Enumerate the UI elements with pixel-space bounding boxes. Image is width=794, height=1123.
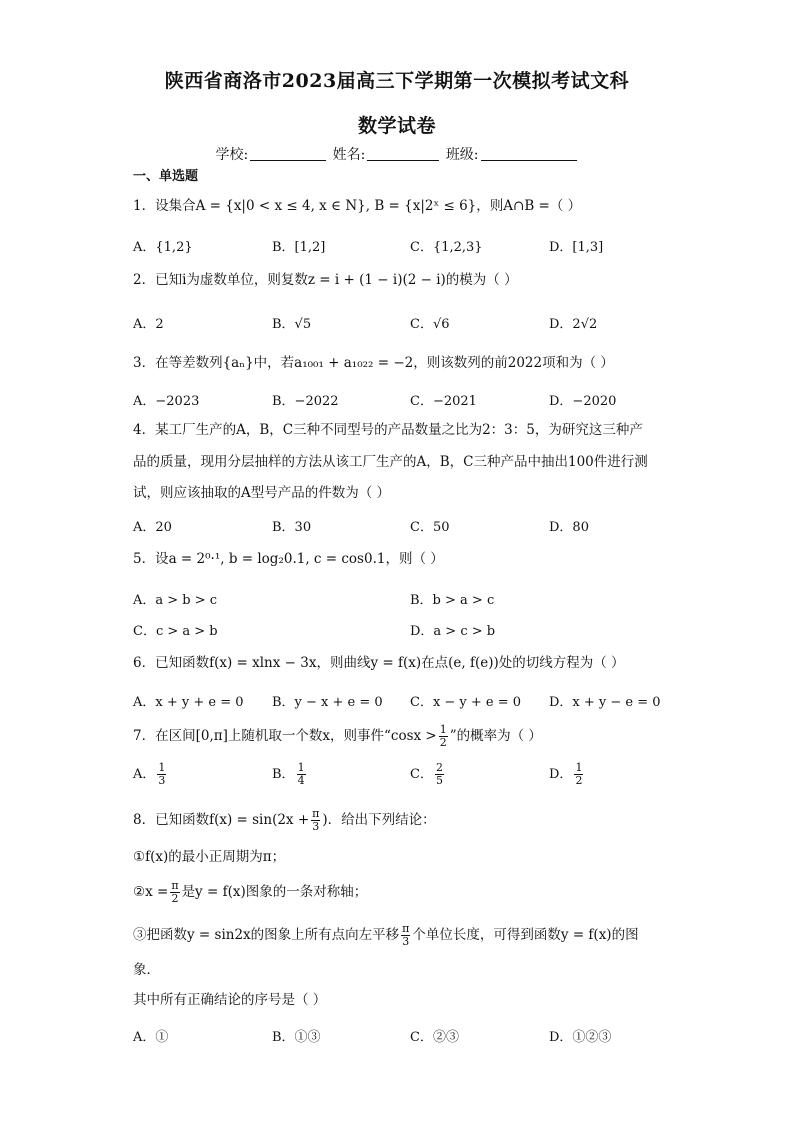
q7-stem-fraction bbox=[439, 724, 448, 749]
q7-d-label: D． bbox=[549, 767, 573, 782]
q8-stem-fraction bbox=[311, 808, 320, 833]
q8-statement-3 bbox=[133, 923, 639, 948]
q8-option-a: A．① bbox=[133, 1030, 169, 1045]
q7-a-label: A． bbox=[133, 767, 156, 782]
question-7-stem bbox=[133, 724, 542, 749]
q4-option-a: A．20 bbox=[133, 520, 172, 535]
q1-option-b: B．[1,2] bbox=[272, 240, 326, 255]
q7-option-d bbox=[549, 762, 585, 787]
q7-frac-num: 1 bbox=[439, 723, 447, 736]
question-6-stem: 6．已知函数f(x) = xlnx − 3x，则曲线y = f(x)在点(e, f(e))处的切线方程为（ ） bbox=[133, 655, 625, 671]
class-blank bbox=[481, 146, 577, 161]
q5-option-b: B．b > a > c bbox=[410, 593, 495, 608]
q7-c-label: C． bbox=[410, 767, 433, 782]
question-4-stem-line1: 4．某工厂生产的A，B，C三种不同型号的产品数量之比为2：3：5，为研究这三种产 bbox=[133, 422, 643, 438]
q8-option-c: C．②③ bbox=[410, 1030, 459, 1045]
q8-s2-den: 2 bbox=[171, 892, 179, 905]
question-3-stem: 3．在等差数列{aₙ}中，若a₁₀₀₁ + a₁₀₂₂ = −2，则该数列的前2022项和为（ ） bbox=[133, 355, 614, 371]
q8-s2-post: 是y = f(x)图象的一条对称轴； bbox=[181, 884, 368, 900]
q8-statement-3-cont: 象． bbox=[133, 962, 160, 978]
q8-s3-post: 个单位长度，可得到函数y = f(x)的图 bbox=[412, 927, 639, 943]
q8-s2-pre: ②x = bbox=[133, 884, 169, 900]
q2-option-c: C．√6 bbox=[410, 317, 450, 332]
q1-option-d: D．[1,3] bbox=[549, 240, 604, 255]
q3-option-d: D．−2020 bbox=[549, 394, 617, 409]
question-2-stem: 2．已知i为虚数单位，则复数z = i + (1 − i)(2 − i)的模为（ ） bbox=[133, 272, 518, 288]
q8-frac-den: 3 bbox=[312, 820, 320, 833]
q7-c-num: 2 bbox=[435, 761, 443, 774]
q6-option-d: D．x + y − e = 0 bbox=[549, 695, 661, 710]
q7-b-den: 4 bbox=[297, 774, 305, 787]
q7-a-num: 1 bbox=[158, 761, 166, 774]
q7-a-den: 3 bbox=[158, 774, 166, 787]
q2-option-a: A．2 bbox=[133, 317, 164, 332]
q2-option-d: D．2√2 bbox=[549, 317, 598, 332]
q4-option-b: B．30 bbox=[272, 520, 312, 535]
question-5-stem: 5．设a = 2⁰·¹, b = log₂0.1, c = cos0.1，则（ ） bbox=[133, 551, 444, 567]
q7-option-a bbox=[133, 762, 168, 787]
q8-s2-num: π bbox=[171, 879, 179, 892]
q8-s3-pre: ③把函数y = sin2x的图象上所有点向左平移 bbox=[133, 927, 400, 943]
q8-prompt: 其中所有正确结论的序号是（ ） bbox=[133, 992, 327, 1008]
q1-option-c: C．{1,2,3} bbox=[410, 240, 483, 255]
q7-d-num: 1 bbox=[575, 761, 583, 774]
q3-option-b: B．−2022 bbox=[272, 394, 339, 409]
q1-option-a: A．{1,2} bbox=[133, 240, 193, 255]
q8-stem-pre: 8．已知函数f(x) = sin(2x + bbox=[133, 812, 310, 828]
exam-title-line1: 陕西省商洛市2023届高三下学期第一次模拟考试文科 bbox=[164, 70, 630, 92]
q7-d-den: 2 bbox=[575, 774, 583, 787]
q6-option-c: C．x − y + e = 0 bbox=[410, 695, 522, 710]
q5-option-d: D．a > c > b bbox=[410, 624, 496, 639]
q8-stem-post: )．给出下列结论： bbox=[322, 812, 436, 828]
student-info-line bbox=[0, 144, 794, 164]
class-label: 班级: bbox=[445, 147, 479, 163]
q7-frac-den: 2 bbox=[439, 736, 447, 749]
q7-c-den: 5 bbox=[435, 774, 443, 787]
q8-s3-num: π bbox=[402, 922, 410, 935]
q6-option-b: B．y − x + e = 0 bbox=[272, 695, 383, 710]
section-heading: 一、单选题 bbox=[133, 169, 199, 184]
question-4-stem-line3: 试，则应该抽取的A型号产品的件数为（ ） bbox=[133, 485, 391, 501]
school-label: 学校: bbox=[215, 147, 249, 163]
q7-stem-pre: 7．在区间[0,π]上随机取一个数x，则事件“cosx > bbox=[133, 728, 437, 744]
q7-b-num: 1 bbox=[297, 761, 305, 774]
q4-option-d: D．80 bbox=[549, 520, 589, 535]
q6-option-a: A．x + y + e = 0 bbox=[133, 695, 244, 710]
question-1-stem: 1．设集合A = {x|0 < x ≤ 4, x ∈ N}, B = {x|2ˣ ≤ 6}，则A∩B =（ ） bbox=[133, 198, 582, 214]
q3-option-a: A．−2023 bbox=[133, 394, 200, 409]
school-blank bbox=[250, 146, 326, 161]
q8-option-b: B．①③ bbox=[272, 1030, 321, 1045]
question-4-stem-line2: 品的质量，现用分层抽样的方法从该工厂生产的A，B，C三种产品中抽出100件进行测 bbox=[133, 454, 648, 470]
q7-option-c bbox=[410, 762, 446, 787]
q8-statement-2 bbox=[133, 880, 367, 905]
q8-frac-num: π bbox=[312, 807, 320, 820]
q5-option-c: C．c > a > b bbox=[133, 624, 218, 639]
q2-option-b: B．√5 bbox=[272, 317, 312, 332]
name-blank bbox=[367, 146, 439, 161]
q7-option-b bbox=[272, 762, 308, 787]
q8-option-d: D．①②③ bbox=[549, 1030, 612, 1045]
exam-title-line2: 数学试卷 bbox=[357, 115, 436, 137]
q7-stem-post: ”的概率为（ ） bbox=[449, 728, 542, 744]
q8-statement-1: ①f(x)的最小正周期为π； bbox=[133, 849, 286, 865]
q8-s3-den: 3 bbox=[402, 935, 410, 948]
question-8-stem bbox=[133, 808, 436, 833]
q3-option-c: C．−2021 bbox=[410, 394, 477, 409]
q5-option-a: A．a > b > c bbox=[133, 593, 218, 608]
name-label: 姓名: bbox=[332, 147, 366, 163]
q4-option-c: C．50 bbox=[410, 520, 450, 535]
q7-b-label: B． bbox=[272, 767, 295, 782]
